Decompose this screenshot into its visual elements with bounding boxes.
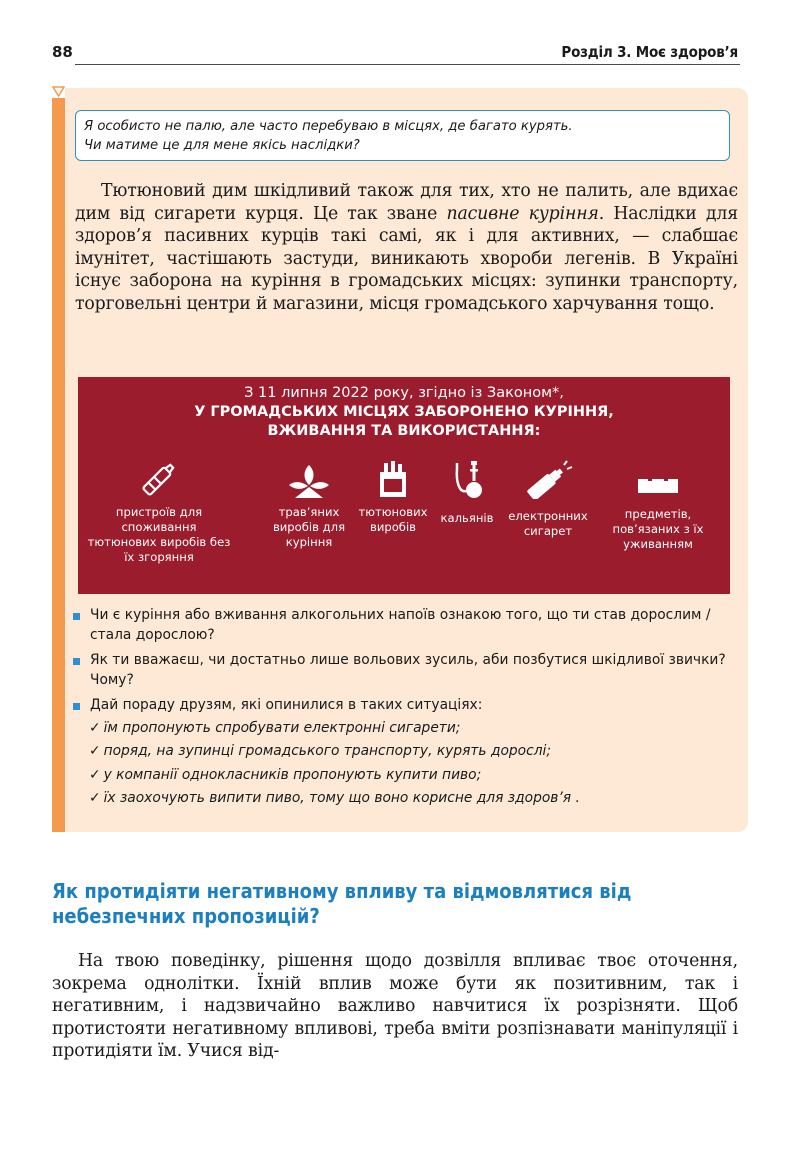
check-icon: ✓ <box>89 790 101 806</box>
section-title: Розділ 3. Моє здоров’я <box>561 43 738 61</box>
cigarette-pack-icon <box>378 459 408 499</box>
ban-item-label: пристроїв для споживання тютюнових виробів без їх згоряння <box>87 505 231 564</box>
hookah-icon <box>445 459 489 499</box>
check-item-text: у компанії однокласників пропонують купити пиво; <box>103 766 482 783</box>
check-icon: ✓ <box>89 719 101 736</box>
paragraph-emphasis: пасивне куріння <box>446 203 599 224</box>
question-list <box>70 606 740 813</box>
section-heading: Як протидіяти негативному впливу та відмовлятися від небезпечних пропозицій? <box>52 879 632 928</box>
paragraph-passive-smoking <box>75 180 738 315</box>
ban-item <box>358 459 428 535</box>
ban-item-label: трав’яних виробів для куріння <box>272 505 346 549</box>
e-cigarette-icon <box>523 459 573 499</box>
question-line-2: Чи матиме це для мене якісь наслідки? <box>84 138 360 153</box>
check-icon: ✓ <box>89 766 101 783</box>
ban-item-label: електронних сигарет <box>508 509 588 538</box>
check-item <box>70 789 740 809</box>
ban-item <box>264 459 354 550</box>
heated-tobacco-device-icon <box>137 459 181 499</box>
list-item: Дай пораду друзям, які опинилися в таких ситуаціях: <box>70 696 740 716</box>
paragraph-text: . Наслідки для здоров’я пасивних курців такі самі, як і для активних, — слабшає імунітет, частішають застуди, виникають хвороби легенів. В Україні існує заборона на куріння в громадських місцях: зупинки транспорту, торговельні центри й магазини, місця громадського харчування тощо. <box>75 203 739 314</box>
check-item <box>70 719 740 739</box>
info-box-stripe <box>52 88 65 832</box>
paragraph-peer-influence: На твою поведінку, рішення щодо дозвілля впливає твоє оточення, зокрема однолітки. Їхній вплив може бути як позитивним, так і негативним, і надзвичайно важливо навчитися їх розрізняти. Щоб протистояти негативному впливові, треба вміти розпізнавати маніпуляції і протидіяти їм. Учися від- <box>52 951 738 1061</box>
banner-title-line-1: У ГРОМАДСЬКИХ МІСЦЯХ ЗАБОРОНЕНО КУРІННЯ, <box>194 404 614 420</box>
check-icon: ✓ <box>89 743 101 759</box>
ban-item <box>86 459 232 565</box>
question-line-1: Я особисто не палю, але часто перебуваю в місцях, де багато курять. <box>84 119 573 134</box>
list-item: Як ти вважаєш, чи достатньо лише вольових зусиль, аби позбутися шкідливої звички? Чому? <box>70 651 740 690</box>
herb-icon <box>287 459 331 499</box>
banner-date-line: З 11 липня 2022 року, згідно із Законом*, <box>244 385 564 401</box>
check-item-text: їм пропонують спробувати електронні сигарети; <box>103 719 461 736</box>
ban-item-label: тютюнових виробів <box>358 505 428 534</box>
ashtray-icon <box>634 459 682 499</box>
ban-item <box>508 459 588 539</box>
check-item <box>70 766 740 786</box>
check-item-text: поряд, на зупинці громадського транспорту, курять дорослі; <box>103 743 552 759</box>
list-item: Чи є куріння або вживання алкогольних напоїв ознакою того, що ти став дорослим / стала дорослою? <box>70 606 740 645</box>
page-number: 88 <box>52 43 73 61</box>
check-item-text: їх заохочують випити пиво, тому що воно корисне для здоров’я . <box>103 790 580 806</box>
header-rule <box>75 64 740 65</box>
corner-arrow-icon <box>52 86 65 98</box>
ban-item <box>430 459 504 526</box>
ban-item <box>593 459 723 552</box>
ban-item-label: кальянів <box>440 511 494 525</box>
smoking-ban-banner <box>78 377 730 594</box>
banner-title-line-2: ВЖИВАННЯ ТА ВИКОРИСТАННЯ: <box>267 423 541 439</box>
ban-item-label: предметів, пов’язаних з їх уживанням <box>612 507 704 551</box>
paragraph-text: Тютюновий дим шкідливий також для тих, хто не палить, але вдихає дим від сигарети курця. Це так зване <box>75 181 738 224</box>
check-item <box>70 742 740 762</box>
question-callout <box>75 110 730 161</box>
